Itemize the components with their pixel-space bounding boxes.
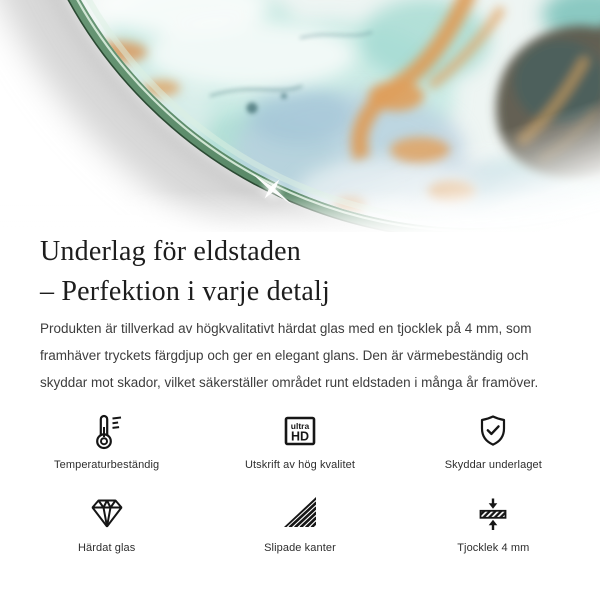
feature-polished-edges xyxy=(203,492,396,554)
page-title xyxy=(40,232,562,312)
thermometer-icon xyxy=(85,409,129,453)
shield-check-icon xyxy=(471,409,515,453)
feature-print-quality xyxy=(203,409,396,471)
feature-grid xyxy=(10,409,590,554)
page-title-line2: – Perfektion i varje detalj xyxy=(40,276,330,307)
page-title-line1: Underlag för eldstaden xyxy=(40,236,301,267)
feature-label: Temperaturbeständig xyxy=(54,459,160,471)
ultra-hd-text-top: ultra xyxy=(290,421,310,431)
ultra-hd-icon xyxy=(278,409,322,453)
beveled-edges-icon xyxy=(278,492,322,536)
product-description-text: Produkten är tillverkad av högkvalitativt härdat glas med en tjocklek på 4 mm, som framhäver tryckets färgdjup och ger en elegant glans. Den är värmebeständig och skyddar mot skador, vilket säkerställer området runt eldstaden i många år framöver. xyxy=(40,321,539,390)
feature-label: Skyddar underlaget xyxy=(444,459,542,471)
feature-temperature-resistant xyxy=(10,409,203,471)
content-area xyxy=(0,232,600,554)
feature-label: Slipade kanter xyxy=(264,542,336,554)
ultra-hd-text-bottom: HD xyxy=(290,429,310,444)
feature-label: Härdat glas xyxy=(77,542,136,554)
feature-label: Tjocklek 4 mm xyxy=(457,542,530,554)
feature-tempered-glass xyxy=(10,492,203,554)
feature-thickness xyxy=(397,492,590,554)
feature-protects-floor xyxy=(397,409,590,471)
glass-panel-illustration xyxy=(0,0,600,232)
thickness-4mm-icon xyxy=(471,492,515,536)
product-photo xyxy=(0,0,600,232)
feature-label: Utskrift av hög kvalitet xyxy=(244,459,355,471)
diamond-icon xyxy=(85,492,129,536)
